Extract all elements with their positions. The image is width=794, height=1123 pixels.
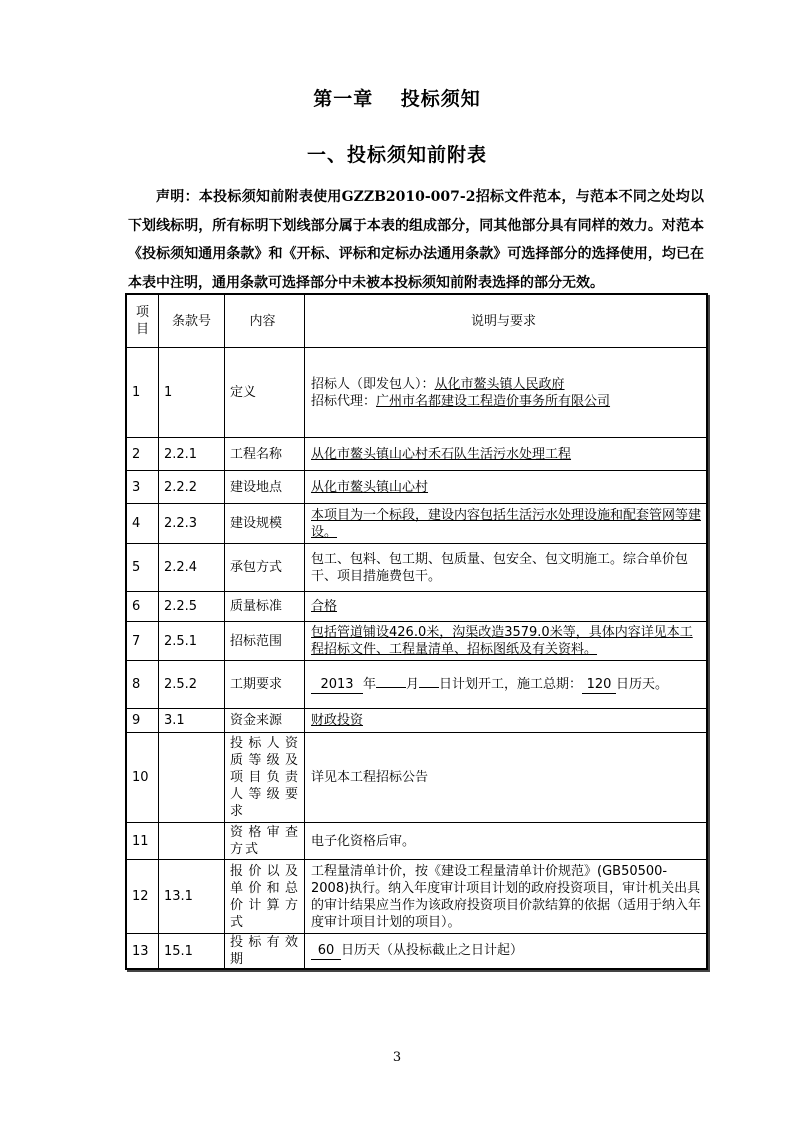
row-item: 建设规模 bbox=[225, 504, 305, 543]
row-no: 7 bbox=[127, 622, 159, 660]
table-row bbox=[127, 709, 706, 733]
tenderer-value: 从化市鳌头镇人民政府 bbox=[434, 376, 565, 392]
project-name: 从化市鳌头镇山心村禾石队生活污水处理工程 bbox=[311, 446, 572, 462]
header-clause-no: 条款号 bbox=[159, 295, 225, 347]
table-row bbox=[127, 544, 706, 592]
validity-days: 60 bbox=[311, 942, 341, 960]
days-unit: 日历天。 bbox=[616, 676, 669, 692]
construction-scale: 本项目为一个标段，建设内容包括生活污水处理设施和配套管网等建设。 bbox=[311, 507, 702, 540]
page-number: 3 bbox=[392, 1050, 402, 1065]
table-row bbox=[127, 860, 706, 934]
table-row bbox=[127, 934, 706, 968]
qualification-requirement: 详见本工程招标公告 bbox=[311, 770, 429, 785]
row-item: 投标人资质等级及项目负责人等级要求 bbox=[225, 733, 305, 822]
bid-notice-table bbox=[125, 293, 708, 970]
row-no: 13 bbox=[127, 934, 159, 968]
row-description bbox=[305, 934, 706, 968]
statement-paragraph: 声明：本投标须知前附表使用GZZB2010-007-2招标文件范本，与范本不同之处均以下划线标明，所有标明下划线部分属于本表的组成部分，同其他部分具有同样的效力。对范本《投标须知通用条款》和《开标、评标和定标办法通用条款》可选择部分的选择使用，均已在本表中注明，通用条款可选择部分中未被本投标须知前附表选择的部分无效。 bbox=[128, 189, 704, 291]
table-row bbox=[127, 661, 706, 709]
section-title: 一、投标须知前附表 bbox=[306, 144, 487, 166]
row-description bbox=[305, 504, 706, 543]
table-row bbox=[127, 438, 706, 471]
row-clause: 2.2.4 bbox=[159, 544, 225, 591]
validity-text: 日历天（从投标截止之日计起） bbox=[341, 943, 524, 958]
fund-source: 财政投资 bbox=[311, 713, 364, 728]
row-description bbox=[305, 661, 706, 708]
table-header-row bbox=[127, 295, 706, 348]
row-description bbox=[305, 438, 706, 470]
row-no: 11 bbox=[127, 823, 159, 859]
row-description bbox=[305, 733, 706, 822]
row-no: 12 bbox=[127, 860, 159, 933]
row-no: 5 bbox=[127, 544, 159, 591]
row-item: 招标范围 bbox=[225, 622, 305, 660]
table-row bbox=[127, 348, 706, 438]
pricing-method: 工程量清单计价，按《建设工程量清单计价规范》(GB50500-2008)执行。纳入年度审计项目计划的政府投资项目，审计机关出具的审计结果应当作为该政府投资项目价款结算的依据（适用于纳入年度审计项目计划的项目）。 bbox=[311, 863, 702, 930]
header-description: 说明与要求 bbox=[470, 313, 536, 329]
table-row bbox=[127, 504, 706, 544]
row-item: 资金来源 bbox=[225, 709, 305, 732]
row-description bbox=[305, 592, 706, 621]
agent-value: 广州市名都建设工程造价事务所有限公司 bbox=[376, 393, 611, 409]
row-clause bbox=[159, 733, 225, 822]
row-no: 1 bbox=[127, 348, 159, 437]
row-item: 工期要求 bbox=[225, 661, 305, 708]
row-description bbox=[305, 823, 706, 859]
row-item: 质量标准 bbox=[225, 592, 305, 621]
row-clause: 2.2.5 bbox=[159, 592, 225, 621]
table-row bbox=[127, 823, 706, 860]
month-unit: 月 bbox=[406, 676, 420, 692]
start-month-blank bbox=[376, 687, 406, 688]
row-clause: 2.2.1 bbox=[159, 438, 225, 470]
row-item: 工程名称 bbox=[225, 438, 305, 470]
duration-text: 日计划开工，施工总期： bbox=[439, 676, 583, 692]
row-item: 投标有效期 bbox=[225, 934, 305, 968]
agent-label: 招标代理： bbox=[311, 393, 377, 409]
row-item: 资格审查方式 bbox=[225, 823, 305, 859]
tender-scope: 包括管道铺设426.0米，沟渠改造3579.0米等，具体内容详见本工程招标文件、工程量清单、招标图纸及有关资料。 bbox=[311, 625, 693, 657]
row-item: 定义 bbox=[225, 348, 305, 437]
chapter-title: 第一章 投标须知 bbox=[313, 88, 481, 110]
table-row bbox=[127, 733, 706, 823]
row-clause: 2.2.3 bbox=[159, 504, 225, 543]
row-item: 建设地点 bbox=[225, 471, 305, 503]
row-no: 3 bbox=[127, 471, 159, 503]
row-clause: 3.1 bbox=[159, 709, 225, 732]
row-clause: 2.5.2 bbox=[159, 661, 225, 708]
qualification-review: 电子化资格后审。 bbox=[311, 833, 416, 849]
row-item: 承包方式 bbox=[225, 544, 305, 591]
row-no: 9 bbox=[127, 709, 159, 732]
row-no: 6 bbox=[127, 592, 159, 621]
start-year: 2013 bbox=[311, 676, 363, 694]
contract-method: 包工、包料、包工期、包质量、包安全、包文明施工。综合单价包干、项目措施费包干。 bbox=[311, 551, 689, 584]
row-description bbox=[305, 709, 706, 732]
table-row bbox=[127, 622, 706, 661]
row-clause bbox=[159, 823, 225, 859]
row-clause: 15.1 bbox=[159, 934, 225, 968]
table-row bbox=[127, 471, 706, 504]
row-description bbox=[305, 348, 706, 437]
row-no: 2 bbox=[127, 438, 159, 470]
row-item: 报价以及单价和总价计算方式 bbox=[225, 860, 305, 933]
row-description bbox=[305, 860, 706, 933]
row-clause: 2.5.1 bbox=[159, 622, 225, 660]
row-clause: 2.2.2 bbox=[159, 471, 225, 503]
duration-days: 120 bbox=[582, 676, 616, 694]
tenderer-label: 招标人（即发包人）： bbox=[311, 376, 435, 392]
table-row bbox=[127, 592, 706, 622]
quality-standard: 合格 bbox=[311, 599, 338, 614]
row-clause: 13.1 bbox=[159, 860, 225, 933]
year-unit: 年 bbox=[363, 676, 377, 692]
header-item-no: 项目 bbox=[127, 295, 159, 347]
header-content: 内容 bbox=[225, 295, 305, 347]
row-no: 4 bbox=[127, 504, 159, 543]
construction-site: 从化市鳌头镇山心村 bbox=[311, 479, 429, 495]
start-day-blank bbox=[419, 687, 439, 688]
row-description bbox=[305, 544, 706, 591]
row-no: 10 bbox=[127, 733, 159, 822]
row-description bbox=[305, 471, 706, 503]
row-description bbox=[305, 622, 706, 660]
row-clause: 1 bbox=[159, 348, 225, 437]
row-no: 8 bbox=[127, 661, 159, 708]
